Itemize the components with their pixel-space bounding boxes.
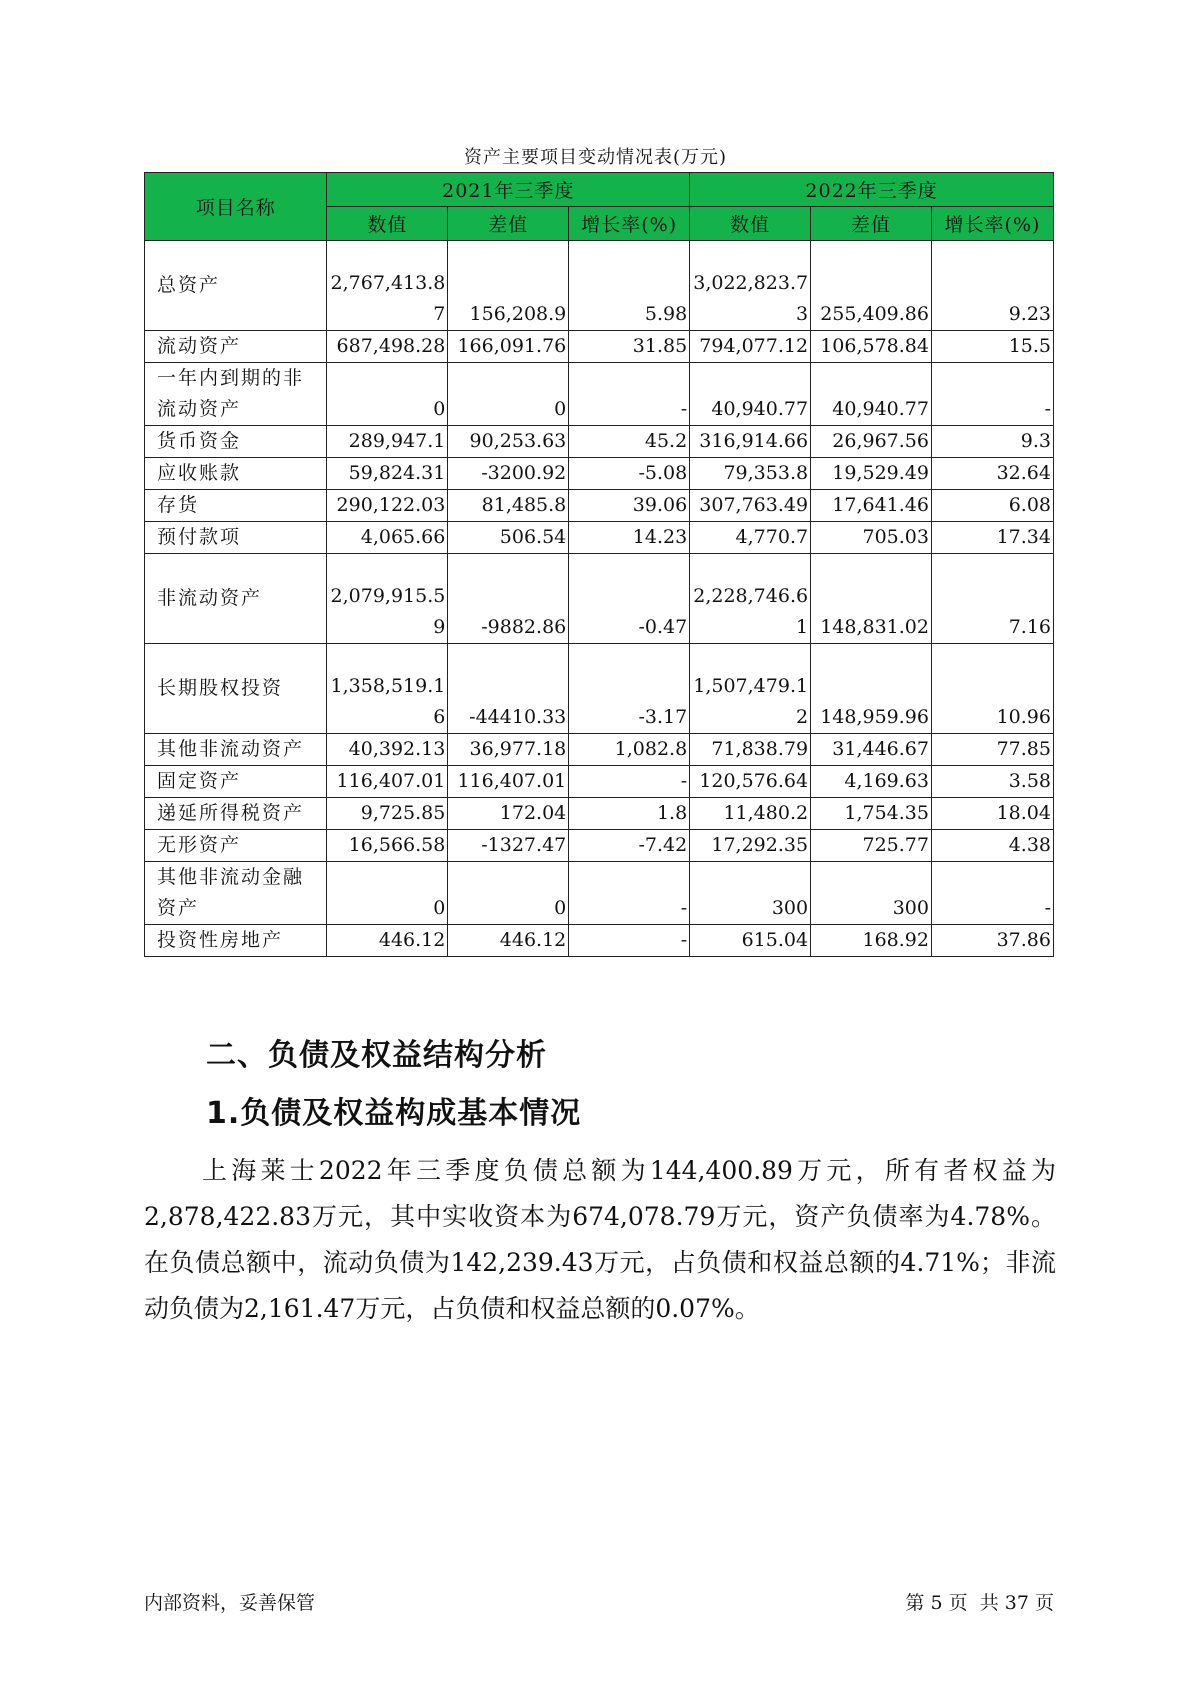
row-value-cell: 40,392.13 <box>327 734 448 766</box>
row-item-name: 预付款项 <box>145 522 327 554</box>
row-value-cell: 307,763.49 <box>690 490 811 522</box>
page-number: 5 <box>930 1592 943 1614</box>
row-item-name: 应收账款 <box>145 458 327 490</box>
row-value-cell: 3.58 <box>931 766 1053 798</box>
subsection-heading: 1.负债及权益构成基本情况 <box>206 1096 582 1131</box>
row-value-cell: 120,576.64 <box>690 766 811 798</box>
row-value-cell: 687,498.28 <box>327 331 448 363</box>
row-value-cell: 290,122.03 <box>327 490 448 522</box>
row-item-name: 递延所得税资产 <box>145 798 327 830</box>
row-value-cell: 172.04 <box>448 798 569 830</box>
row-value-cell: 446.12 <box>327 925 448 957</box>
row-item-name: 长期股权投资 <box>145 644 327 734</box>
row-value-cell: 77.85 <box>931 734 1053 766</box>
section-heading: 二、负债及权益结构分析 <box>206 1038 547 1073</box>
table-row <box>145 331 1054 363</box>
item-name-header: 项目名称 <box>145 173 327 241</box>
row-value-cell: 31,446.67 <box>811 734 932 766</box>
table-row <box>145 862 1054 925</box>
row-value-cell: 1,082.8 <box>569 734 690 766</box>
table-row <box>145 241 1054 331</box>
row-value-cell: - <box>569 766 690 798</box>
group-header-2022: 2022年三季度 <box>690 173 1054 207</box>
row-value-cell: - <box>931 363 1053 426</box>
row-item-name: 其他非流动资产 <box>145 734 327 766</box>
row-value-cell: 9.23 <box>931 241 1053 331</box>
row-value-cell: 3,022,823.73 <box>690 241 811 331</box>
row-item-name: 流动资产 <box>145 331 327 363</box>
row-item-name: 非流动资产 <box>145 554 327 644</box>
table-row <box>145 363 1054 426</box>
row-value-cell: 17,292.35 <box>690 830 811 862</box>
row-value-cell: 300 <box>690 862 811 925</box>
row-value-cell: 1,754.35 <box>811 798 932 830</box>
row-value-cell: 36,977.18 <box>448 734 569 766</box>
row-value-cell: -5.08 <box>569 458 690 490</box>
row-value-cell: 79,353.8 <box>690 458 811 490</box>
row-value-cell: 71,838.79 <box>690 734 811 766</box>
row-value-cell: 32.64 <box>931 458 1053 490</box>
row-value-cell: 725.77 <box>811 830 932 862</box>
row-value-cell: - <box>931 862 1053 925</box>
subheader-diff-2022: 差值 <box>811 207 932 241</box>
row-item-name: 固定资产 <box>145 766 327 798</box>
page-label-prefix: 第 <box>905 1592 925 1614</box>
row-item-name: 投资性房地产 <box>145 925 327 957</box>
row-value-cell: 59,824.31 <box>327 458 448 490</box>
row-value-cell: 16,566.58 <box>327 830 448 862</box>
table-row <box>145 734 1054 766</box>
row-value-cell: 40,940.77 <box>690 363 811 426</box>
subheader-diff-2021: 差值 <box>448 207 569 241</box>
table-row <box>145 426 1054 458</box>
row-value-cell: 148,959.96 <box>811 644 932 734</box>
table-row <box>145 766 1054 798</box>
row-value-cell: 26,967.56 <box>811 426 932 458</box>
row-value-cell: - <box>569 862 690 925</box>
row-value-cell: 289,947.1 <box>327 426 448 458</box>
row-value-cell: 1,358,519.16 <box>327 644 448 734</box>
total-pages: 37 <box>1004 1592 1029 1614</box>
table-row <box>145 490 1054 522</box>
row-value-cell: 5.98 <box>569 241 690 331</box>
row-item-name: 总资产 <box>145 241 327 331</box>
row-value-cell: 19,529.49 <box>811 458 932 490</box>
row-value-cell: 705.03 <box>811 522 932 554</box>
table-row <box>145 644 1054 734</box>
subheader-growth-2022: 增长率(%) <box>931 207 1053 241</box>
row-value-cell: 15.5 <box>931 331 1053 363</box>
row-value-cell: 11,480.2 <box>690 798 811 830</box>
row-value-cell: 794,077.12 <box>690 331 811 363</box>
row-value-cell: 0 <box>448 363 569 426</box>
row-value-cell: 316,914.66 <box>690 426 811 458</box>
row-value-cell: 106,578.84 <box>811 331 932 363</box>
row-value-cell: 446.12 <box>448 925 569 957</box>
row-value-cell: 2,079,915.59 <box>327 554 448 644</box>
row-value-cell: 1.8 <box>569 798 690 830</box>
row-value-cell: 4,770.7 <box>690 522 811 554</box>
subheader-value-2022: 数值 <box>690 207 811 241</box>
row-value-cell: 9.3 <box>931 426 1053 458</box>
row-item-name: 货币资金 <box>145 426 327 458</box>
row-value-cell: 40,940.77 <box>811 363 932 426</box>
row-value-cell: 615.04 <box>690 925 811 957</box>
row-value-cell: 506.54 <box>448 522 569 554</box>
group-header-2021: 2021年三季度 <box>327 173 690 207</box>
table-row <box>145 522 1054 554</box>
footer-page-info <box>905 1588 1054 1615</box>
page-label-mid: 页 <box>948 1592 968 1614</box>
row-value-cell: -3200.92 <box>448 458 569 490</box>
table-row <box>145 798 1054 830</box>
footer-confidential-note: 内部资料，妥善保管 <box>144 1592 316 1614</box>
row-value-cell: 166,091.76 <box>448 331 569 363</box>
row-value-cell: 148,831.02 <box>811 554 932 644</box>
row-value-cell: -3.17 <box>569 644 690 734</box>
row-value-cell: 0 <box>327 862 448 925</box>
row-value-cell: 37.86 <box>931 925 1053 957</box>
row-value-cell: -7.42 <box>569 830 690 862</box>
row-item-name: 无形资产 <box>145 830 327 862</box>
row-value-cell: - <box>569 363 690 426</box>
row-value-cell: 39.06 <box>569 490 690 522</box>
row-value-cell: 168.92 <box>811 925 932 957</box>
row-value-cell: 0 <box>327 363 448 426</box>
subheader-value-2021: 数值 <box>327 207 448 241</box>
body-paragraph: 上海莱士2022年三季度负债总额为144,400.89万元，所有者权益为2,878,422.83万元，其中实收资本为674,078.79万元，资产负债率为4.78%。在负债总额中，流动负债为142,239.43万元，占负债和权益总额的4.71%；非流动负债为2,161.47万元，占负债和权益总额的0.07%。 <box>144 1156 1056 1323</box>
row-value-cell: 9,725.85 <box>327 798 448 830</box>
row-value-cell: 17.34 <box>931 522 1053 554</box>
table-row <box>145 458 1054 490</box>
table-row <box>145 925 1054 957</box>
row-value-cell: 300 <box>811 862 932 925</box>
row-value-cell: 31.85 <box>569 331 690 363</box>
row-value-cell: -1327.47 <box>448 830 569 862</box>
row-value-cell: 10.96 <box>931 644 1053 734</box>
table-caption: 资产主要项目变动情况表(万元) <box>463 147 728 168</box>
row-value-cell: 4.38 <box>931 830 1053 862</box>
row-value-cell: 17,641.46 <box>811 490 932 522</box>
row-value-cell: 116,407.01 <box>448 766 569 798</box>
row-value-cell: 7.16 <box>931 554 1053 644</box>
row-value-cell: -9882.86 <box>448 554 569 644</box>
row-value-cell: 0 <box>448 862 569 925</box>
row-value-cell: 1,507,479.12 <box>690 644 811 734</box>
row-item-name: 其他非流动金融资产 <box>145 862 327 925</box>
row-value-cell: -0.47 <box>569 554 690 644</box>
table-row <box>145 830 1054 862</box>
row-value-cell: - <box>569 925 690 957</box>
total-label-prefix: 共 <box>979 1592 999 1614</box>
row-value-cell: 81,485.8 <box>448 490 569 522</box>
subheader-growth-2021: 增长率(%) <box>569 207 690 241</box>
row-value-cell: 116,407.01 <box>327 766 448 798</box>
row-value-cell: 255,409.86 <box>811 241 932 331</box>
row-value-cell: 156,208.9 <box>448 241 569 331</box>
row-value-cell: 90,253.63 <box>448 426 569 458</box>
row-value-cell: 45.2 <box>569 426 690 458</box>
asset-change-table <box>144 172 1054 957</box>
row-value-cell: 2,228,746.61 <box>690 554 811 644</box>
row-value-cell: 18.04 <box>931 798 1053 830</box>
row-value-cell: 4,065.66 <box>327 522 448 554</box>
row-value-cell: 4,169.63 <box>811 766 932 798</box>
row-item-name: 存货 <box>145 490 327 522</box>
total-label-suffix: 页 <box>1034 1592 1054 1614</box>
row-value-cell: -44410.33 <box>448 644 569 734</box>
row-value-cell: 6.08 <box>931 490 1053 522</box>
row-value-cell: 2,767,413.87 <box>327 241 448 331</box>
row-value-cell: 14.23 <box>569 522 690 554</box>
table-row <box>145 554 1054 644</box>
row-item-name: 一年内到期的非流动资产 <box>145 363 327 426</box>
